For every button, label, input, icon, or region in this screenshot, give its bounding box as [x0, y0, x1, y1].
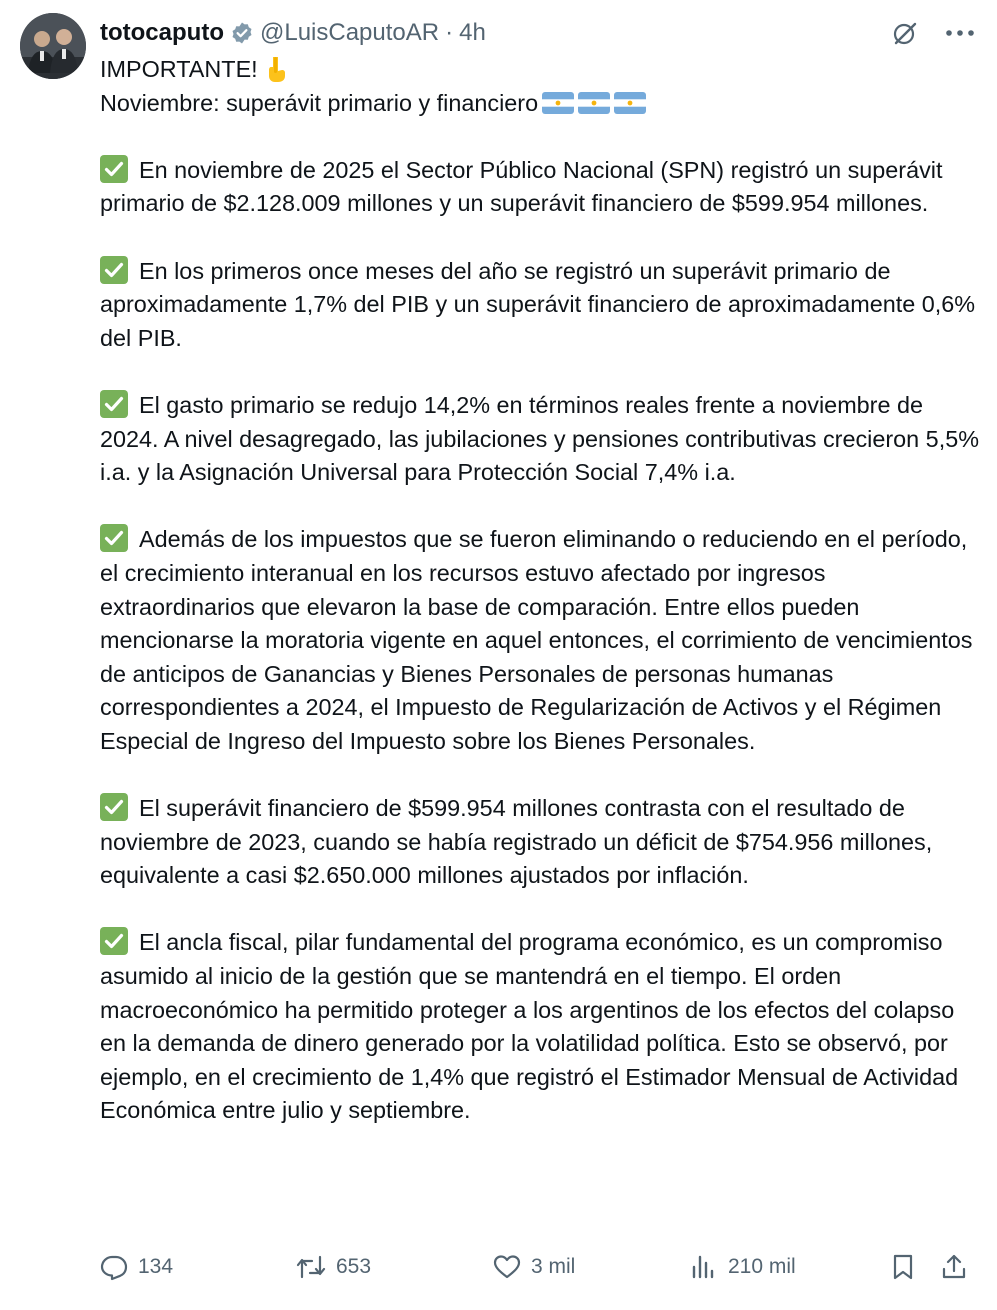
tweet-header: [100, 16, 486, 50]
paragraph-text: El superávit financiero de $599.954 millones contrasta con el resultado de noviembre de 2023, cuando se había registrado un déficit de $754.956 millones, equivalente a casi $2.650.000 millones ajustados por inflación.: [100, 795, 933, 889]
paragraph: [100, 255, 980, 356]
check-mark-emoji-icon: [100, 390, 128, 418]
repost-count: 653: [336, 1255, 372, 1278]
paragraph-text: El gasto primario se redujo 14,2% en términos reales frente a noviembre de 2024. A nivel desagregado, las jubilaciones y pensiones contributivas crecieron 5,5% i.a. y la Asignación Universal para Protección Social 7,4% i.a.: [100, 391, 979, 486]
share-icon: [940, 1253, 968, 1281]
paragraph: [100, 792, 980, 893]
subheadline-line: [100, 87, 980, 121]
check-mark-emoji-icon: [100, 524, 128, 552]
paragraph-text: Además de los impuestos que se fueron eliminando o reduciendo en el período, el crecimiento interanual en los recursos estuvo afectado por ingresos extraordinarios que elevaron la base de comparación. Entre ellos pueden mencionarse la moratoria vigente en aquel entonces, el corrimiento de vencimientos de anticipos de Ganancias y Bienes Personales de personas humanas correspondientes a 2024, el Impuesto de Regularización de Activos y el Régimen Especial de Ingreso del Impuesto sobre los Bienes Personales.: [100, 526, 973, 754]
more-icon[interactable]: [945, 29, 975, 37]
header-actions: [891, 16, 975, 50]
bookmark-button[interactable]: [890, 1253, 916, 1281]
paragraph-text: El ancla fiscal, pilar fundamental del programa económico, es un compromiso asumido al inicio de la gestión que se mantendrá en el tiempo. El orden macroeconómico ha permitido proteger a los argentinos de los efectos del colapso en la demanda de dinero generado por la volatilidad política. Esto se observó, por ejemplo, en el crecimiento de 1,4% que registró el Estimador Mensual de Actividad Económica entre julio y septiembre.: [100, 929, 959, 1124]
paragraph: [100, 154, 980, 221]
check-mark-emoji-icon: [100, 155, 128, 183]
repost-icon: [296, 1253, 326, 1281]
reply-count: 134: [138, 1255, 174, 1278]
argentina-flag-icon: [578, 90, 610, 112]
argentina-flag-icon: [614, 90, 646, 112]
bookmark-icon: [890, 1253, 916, 1281]
share-button[interactable]: [940, 1253, 968, 1281]
separator-dot: ·: [445, 19, 454, 46]
reply-button[interactable]: [100, 1253, 173, 1281]
display-name[interactable]: totocaputo: [100, 19, 224, 46]
reply-icon: [100, 1253, 128, 1281]
views-count: 210 mil: [728, 1255, 796, 1278]
like-count: 3 mil: [531, 1255, 576, 1278]
avatar[interactable]: [20, 13, 86, 79]
tweet-text: [100, 53, 980, 1128]
paragraph-text: En noviembre de 2025 el Sector Público Nacional (SPN) registró un superávit primario de $2.128.009 millones y un superávit financiero de $599.954 millones.: [100, 156, 943, 217]
paragraph: [100, 389, 980, 490]
check-mark-emoji-icon: [100, 927, 128, 955]
pointing-down-emoji-icon: [264, 55, 290, 83]
views-button[interactable]: [690, 1253, 796, 1281]
argentina-flag-icon: [542, 90, 574, 112]
paragraph: [100, 523, 980, 758]
timestamp[interactable]: 4h: [459, 19, 486, 46]
verified-badge-icon: [230, 21, 254, 45]
paragraph-text: En los primeros once meses del año se registró un superávit primario de aproximadamente 1,7% del PIB y un superávit financiero de aproximadamente 0,6% del PIB.: [100, 257, 976, 351]
views-chart-icon: [690, 1253, 718, 1281]
headline-line: [100, 53, 980, 87]
tweet-actions: [100, 1248, 976, 1286]
check-mark-emoji-icon: [100, 793, 128, 821]
handle[interactable]: @LuisCaputoAR: [259, 19, 440, 46]
avatar-photo: [20, 13, 86, 79]
heart-icon: [493, 1253, 521, 1281]
repost-button[interactable]: [296, 1253, 371, 1281]
headline-text: IMPORTANTE!: [100, 56, 258, 82]
like-button[interactable]: [493, 1253, 575, 1281]
subheadline-text: Noviembre: superávit primario y financiero: [100, 89, 539, 116]
check-mark-emoji-icon: [100, 256, 128, 284]
grok-icon[interactable]: [891, 19, 919, 47]
paragraph: [100, 926, 980, 1128]
